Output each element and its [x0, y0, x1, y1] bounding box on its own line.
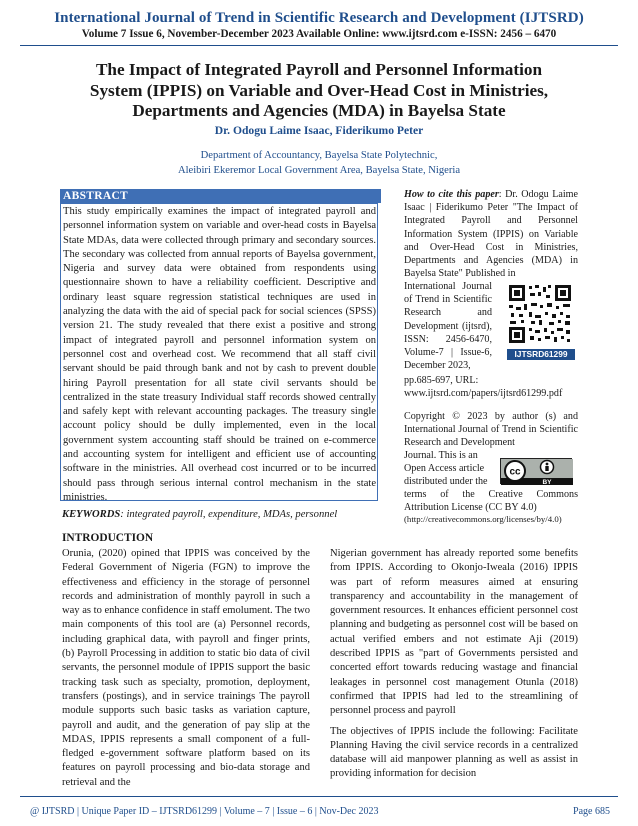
header-rule — [20, 45, 618, 46]
paper-title-line: The Impact of Integrated Payroll and Personnel Information — [95, 60, 543, 79]
keywords-list: : integrated payroll, expenditure, MDAs, personnel — [120, 509, 338, 520]
citation-label: How to cite this paper — [404, 189, 499, 200]
journal-title: International Journal of Trend in Scientific Research and Development (IJTSRD) — [54, 10, 584, 26]
keywords-label: KEYWORDS — [62, 509, 121, 520]
citation-text: : Dr. Odogu Laime Isaac | Fiderikumo Peter "The Impact of Integrated Payroll and Personnel Information System (IPPIS) on Variable and Over-Head Cost in Ministries, Departments and Agencies (MDA) in Bayelsa State" Published in — [404, 189, 579, 280]
abstract-text: This study empirically examines the impact of integrated payroll and personnel information system on variable and over-head costs in Bayelsa State MDAs, data were collected through primary and secondary sources. The secondary was collected from annual reports of Bayelsa government, Nigeria and survey data were obtained from respondents using questionnaire shown to have a reliability coefficient. Descriptive and ordinary least square regression statistical techniques are used in analyzing the data with the aid of special pack for social sciences (SPSS) version 21. The study revealed that there exist a positive and strong impact of integrated payroll and personnel information system on personnel cost and overhead cost. We recommend that all staff civil servant should be paid through bank and not by cash to prevent double hiring Payroll presentation for all state civil servants should be centralized in the state treasury Individual staff records showed centrally and safely kept with relevant accounting packages. The treasury single account policy should be dully implemented, even in the local government system accounting staff should be trained on e-commerce and accounting system for intelligent and efficient use of accounting software in the ministries. All overhead cost incurred or to be incurred should pass through serious internal control mechanism in the state ministries. — [63, 206, 376, 503]
cc-badge-text: cc — [509, 466, 521, 478]
citation-text-narrow: International Journal of Trend in Scientific Research and Development (ijtsrd), ISSN: 2456-6470, Volume-7 | Issue-6, December 2023, — [404, 281, 492, 372]
paper-title-line: Departments and Agencies (MDA) in Bayelsa State — [132, 101, 506, 120]
footer-info: @ IJTSRD | Unique Paper ID – IJTSRD61299 | Volume – 7 | Issue – 6 | Nov-Dec 2023 — [30, 806, 379, 817]
journal-issue-line: Volume 7 Issue 6, November-December 2023 Available Online: www.ijtsrd.com e-ISSN: 2456 – 6470 — [81, 28, 557, 40]
paper-id-badge: IJTSRD61299 — [507, 349, 575, 360]
paper-title-line: System (IPPIS) on Variable and Over-Head Cost in Ministries, — [89, 80, 549, 100]
introduction-right-column — [330, 547, 578, 782]
citation-url: pp.685-697, URL: www.ijtsrd.com/papers/ijtsrd61299.pdf — [404, 375, 563, 400]
intro-paragraph: Nigerian government has already reported some benefits from IPPIS. According to Okonjo-Iweala (2016) IPPIS was part of reform measures aimed at ensuring transparency and accountability in the management of government resources. It enhances efficient personnel cost planning and budgeting as personnel cost will be based on actual verified embers and not estimate Aji (2019) described IPPIS as "part of Governments persisted and concerted effort towards reducing wastage and financial leakages in personnel cost management Otunla (2018) confirmed that IPPIS had led to the streamlining of personnel process and payroll — [330, 548, 578, 717]
open-access-text: Journal. This is an Open Access article distributed under the — [404, 450, 488, 488]
license-terms: terms of the Creative Commons Attribution License (CC BY 4.0) — [404, 489, 578, 514]
copyright-text: Copyright © 2023 by author (s) and International Journal of Trend in Scientific Research and Development — [404, 411, 578, 449]
paper-title — [40, 60, 598, 122]
footer-rule — [20, 796, 618, 797]
affiliation-line: Aleibiri Ekeremor Local Government Area, Bayelsa State, Nigeria — [177, 165, 461, 176]
by-badge-text: BY — [542, 479, 552, 485]
paper-authors: Dr. Odogu Laime Isaac, Fiderikumo Peter — [214, 124, 424, 137]
intro-paragraph: The objectives of IPPIS include the following: Facilitate Planning Having the civil service records in a centralized database will aid manpower planning as well as assist in providing information for decision — [330, 725, 578, 780]
keywords — [62, 509, 382, 520]
cc-by-license-icon — [500, 458, 572, 484]
page-number: Page 685 — [573, 806, 610, 817]
qr-code — [505, 283, 575, 345]
affiliation-line: Department of Accountancy, Bayelsa State Polytechnic, — [200, 150, 438, 161]
introduction-left-column — [62, 547, 310, 790]
license-url[interactable]: (http://creativecommons.org/licenses/by/4.0) — [404, 514, 562, 524]
paper-affiliation — [0, 148, 638, 178]
introduction-heading: INTRODUCTION — [62, 532, 154, 544]
intro-paragraph: Orunia, (2020) opined that IPPIS was conceived by the Federal Government of Nigeria (FGN) to improve the effectiveness and efficiency in the storage of personnel records and administration of monthly payroll in such a way as to enhance confidence in staff emolument. The two main components of this tool are (a) Personnel records, including graphical data, with payroll and finger prints, (b) Payroll Processing in addition to static bio data of civil servants, the personnel module of IPPIS support the basic tracking task such as specialty, promotion, deployment, transfers (postings), and in service trainings The payroll module supports such basic tasks as variation capture, payroll and audit, and the generation of pay slip at the MDAS, IPPIS represents a small component of a full-fledged e-government software platform based on its features on payroll processing and bio-data storage and retrieval and the — [62, 548, 310, 788]
abstract-heading: ABSTRACT — [60, 189, 381, 203]
citation-block — [404, 188, 578, 280]
